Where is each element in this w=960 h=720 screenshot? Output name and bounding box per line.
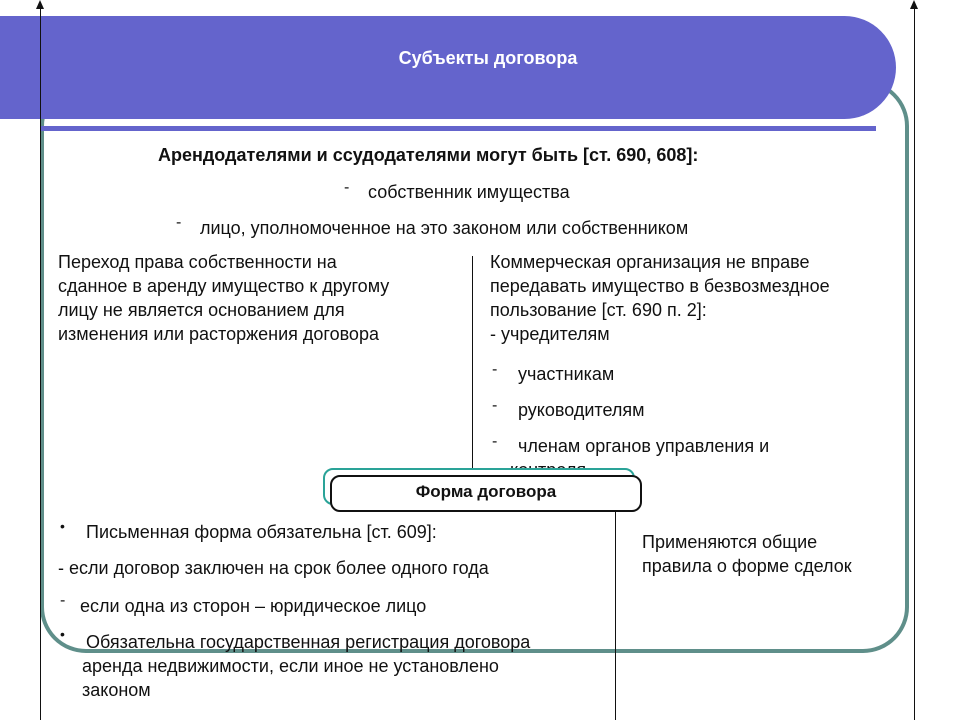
left-arrow-tip [36, 0, 44, 9]
dash-marker: - [60, 592, 66, 609]
transfer-note-line: Переход права собственности на [58, 252, 337, 272]
written-form-item: Письменная форма обязательна [ст. 609]: [86, 522, 437, 542]
term-condition: - если договор заключен на срок более одного года [58, 558, 489, 578]
bullet-marker: • [60, 518, 65, 534]
dash-marker: - [492, 397, 498, 414]
commercial-org-line: передавать имущество в безвозмездное [490, 276, 830, 296]
commercial-org-item-founders: - учредителям [490, 324, 610, 344]
left-vertical-line [40, 8, 41, 720]
transfer-note-line: сданное в аренду имущество к другому [58, 276, 390, 296]
bullet-marker: • [60, 626, 65, 642]
transfer-note [58, 250, 389, 346]
commercial-org-line: Коммерческая организация не вправе [490, 252, 810, 272]
page-title: Субъекты договора [398, 48, 578, 68]
commercial-org-note [490, 250, 830, 346]
form-section-title: Форма договора [415, 482, 557, 501]
registration-line: аренда недвижимости, если иное не установлено [82, 656, 499, 676]
general-rules-note [642, 530, 852, 578]
commercial-org-item-managers: руководителям [518, 400, 645, 420]
dash-marker: - [492, 433, 498, 450]
right-arrow-tip [910, 0, 918, 9]
lower-column-divider [615, 512, 616, 720]
dash-marker: - [344, 179, 350, 196]
registration-line: Обязательна государственная регистрация договора [86, 632, 531, 652]
subject-item-authorized-person: лицо, уполномоченное на это законом или собственником [200, 218, 689, 238]
registration-item [86, 630, 530, 654]
transfer-note-line: изменения или расторжения договора [58, 324, 379, 344]
dash-marker: - [176, 214, 182, 231]
commercial-org-line: пользование [ст. 690 п. 2]: [490, 300, 707, 320]
registration-continued [82, 654, 499, 702]
header-underline [40, 126, 876, 131]
general-rules-line: Применяются общие [642, 532, 818, 552]
dash-marker: - [492, 361, 498, 378]
legal-entity-condition: если одна из сторон – юридическое лицо [80, 596, 427, 616]
upper-column-divider [472, 256, 473, 476]
commercial-org-item-participants: участникам [518, 364, 615, 384]
transfer-note-line: лицу не является основанием для [58, 300, 345, 320]
general-rules-line: правила о форме сделок [642, 556, 852, 576]
right-vertical-line [914, 8, 915, 720]
subject-item-owner: собственник имущества [368, 182, 570, 202]
subjects-heading: Арендодателями и ссудодателями могут быть [ст. 690, 608]: [158, 145, 699, 165]
commercial-org-item-board-members: членам органов управления и [518, 436, 770, 456]
registration-line: законом [82, 680, 151, 700]
